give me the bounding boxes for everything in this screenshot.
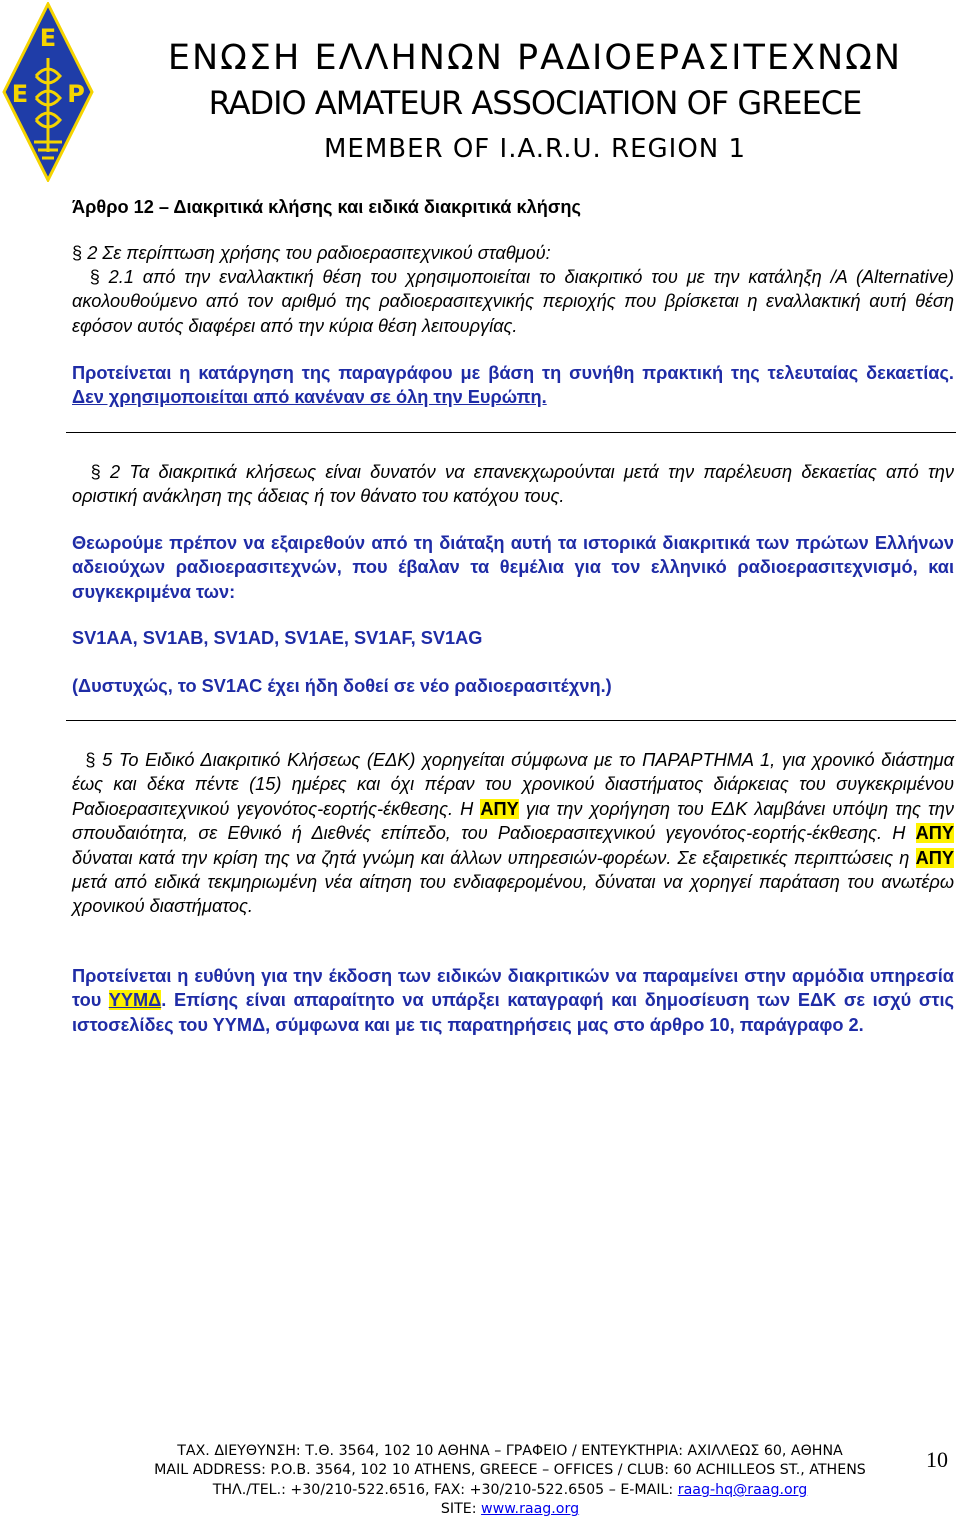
section-2-reassignment-text: 2 Τα διακριτικά κλήσεως είναι δυνατόν να επανεκχωρούνται μετά την παρέλευση δεκαετίας από την οριστική ανάκληση της άδειας ή τον θάνατο του κατόχου τους. — [72, 462, 954, 507]
section-sign: § — [90, 462, 101, 482]
org-name-english: RADIO AMATEUR ASSOCIATION OF GREECE — [208, 84, 862, 122]
section-sign: § — [85, 750, 96, 770]
footer-site-label: SITE: — [440, 1501, 482, 1517]
proposal-1-text: Προτείνεται η κατάργηση της παραγράφου με βάση τη συνήθη πρακτική της τελευταίας δεκαετίας. — [72, 363, 954, 383]
email-link[interactable]: raag-hq@raag.org — [677, 1482, 808, 1498]
section-2-intro-text: 2 Σε περίπτωση χρήσης του ραδιοερασιτεχνικού σταθμού: — [87, 243, 551, 263]
section-5-text-3: δύναται κατά την κρίση της να ζητά γνώμη και άλλων υπηρεσιών-φορέων. Σε εξαιρετικές περιπτώσεις η — [72, 847, 916, 868]
callsign-note: (Δυστυχώς, το SV1AC έχει ήδη δοθεί σε νέο ραδιοερασιτέχνη.) — [72, 676, 612, 696]
association-logo — [2, 2, 94, 182]
page-number: 10 — [926, 1447, 948, 1472]
footer-address-greek: ΤΑΧ. ΔΙΕΥΘΥΝΣΗ: Τ.Θ. 3564, 102 10 ΑΘΗΝΑ – ΓΡΑΦΕΙΟ / ΕΝΤΕΥΚΤΗΡΙΑ: ΑΧΙΛΛΕΩΣ 60, ΑΘΗΝΑ — [177, 1443, 843, 1459]
logo-letter-right: Ρ — [67, 80, 85, 108]
website-link[interactable]: www.raag.org — [481, 1501, 580, 1517]
proposal-3-text-1: Προτείνεται η ευθύνη για την έκδοση των ειδικών διακριτικών να παραμείνει στην αρμόδια υπηρεσία του — [72, 966, 954, 1011]
section-5-text-4: μετά από ειδικά τεκμηριωμένη νέα αίτηση του ενδιαφερομένου, δύναται να χορηγεί παράταση του ανωτέρω χρονικού διαστήματος. — [72, 872, 954, 917]
footer-site — [0, 1500, 960, 1520]
proposal-paragraph-3 — [72, 964, 954, 1037]
logo-letter-left: Ε — [11, 80, 29, 108]
proposal-1-underlined: Δεν χρησιμοποιείται από κανέναν σε όλη την Ευρώπη. — [72, 387, 547, 408]
proposal-paragraph-2: Θεωρούμε πρέπον να εξαιρεθούν από τη διάταξη αυτή τα ιστορικά διακριτικά των πρώτων Ελλήνων αδειούχων ραδιοερασιτεχνών, που έβαλαν τα θεμέλια για τον ελληνικό ραδιοερασιτεχνισμό, και συγκεκριμένα των: — [72, 533, 954, 602]
section-5-text-1: 5 Το Ειδικό Διακριτικό Κλήσεως (ΕΔΚ) χορηγείται σύμφωνα με το ΠΑΡΑΡΤΗΜΑ 1, για χρονικό διάστημα έως και δέκα πέντε (15) ημέρες και όχι πέραν του χρονικού διαστήματος διάρκειας του συγκεκριμένου Ραδιοερασιτεχνικού γεγονότος-εορτής-έκθεσης. Η — [72, 750, 954, 819]
highlight-apy-2: ΑΠΥ — [915, 823, 954, 844]
section-2-1 — [72, 265, 954, 338]
org-name-greek: ΕΝΩΣΗ ΕΛΛΗΝΩΝ ΡΑΔΙΟΕΡΑΣΙΤΕΧΝΩΝ — [167, 38, 903, 78]
section-2-reassignment — [72, 460, 954, 509]
letterhead — [0, 0, 960, 185]
iaru-membership: MEMBER OF I.A.R.U. REGION 1 — [323, 134, 747, 164]
footer — [0, 1442, 960, 1522]
logo-letter-top: Ε — [39, 24, 57, 52]
separator-line — [66, 432, 956, 433]
article-title: Άρθρο 12 – Διακριτικά κλήσης και ειδικά διακριτικά κλήσης — [72, 197, 581, 217]
highlight-apy-3: ΑΠΥ — [915, 847, 954, 868]
proposal-3-text-2: . Επίσης είναι απαραίτητο να υπάρξει καταγραφή και δημοσίευση των ΕΔΚ σε ισχύ στις ιστοσελίδες του ΥΥΜΔ, σύμφωνα και με τις παρατηρήσεις μας στο άρθρο 10, παράγραφο 2. — [72, 990, 954, 1035]
footer-address-english: MAIL ADDRESS: P.O.B. 3564, 102 10 ATHENS, GREECE – OFFICES / CLUB: 60 ACHILLEOS ST., ATHENS — [154, 1462, 866, 1478]
historic-callsigns: SV1AA, SV1AB, SV1AD, SV1AE, SV1AF, SV1AG — [72, 628, 483, 648]
footer-phone-fax: ΤΗΛ./TEL.: +30/210-522.6516, FAX: +30/210-522.6505 – E-MAIL: — [212, 1482, 678, 1498]
proposal-paragraph-1 — [72, 361, 954, 410]
section-2-1-text: 2.1 από την εναλλακτική θέση του χρησιμοποιείται το διακριτικό του με την κατάληξη /A (Alternative) ακολουθούμενο από τον αριθμό της ραδιοερασιτεχνικής περιοχής που βρίσκεται η εναλλακτική αυτή θέση εφόσον αυτός διαφέρει από την κύρια θέση λειτουργίας. — [72, 267, 954, 336]
section-5-special-callsign — [72, 748, 954, 919]
section-sign: § — [72, 243, 83, 263]
separator-line — [66, 720, 956, 721]
highlight-apy-1: ΑΠΥ — [480, 798, 519, 819]
section-sign: § — [89, 267, 100, 287]
section-2-intro — [72, 241, 954, 265]
section-5-text-2: για την χορήγηση του ΕΔΚ λαμβάνει υπόψη της την σπουδαιότητα, σε Εθνικό ή Διεθνές επίπεδο, του Ραδιοερασιτεχνικού γεγονότος-εορτής-έκθεσης. Η — [72, 798, 954, 844]
footer-contact — [0, 1481, 960, 1501]
highlight-yymd: ΥΥΜΔ — [108, 990, 162, 1011]
